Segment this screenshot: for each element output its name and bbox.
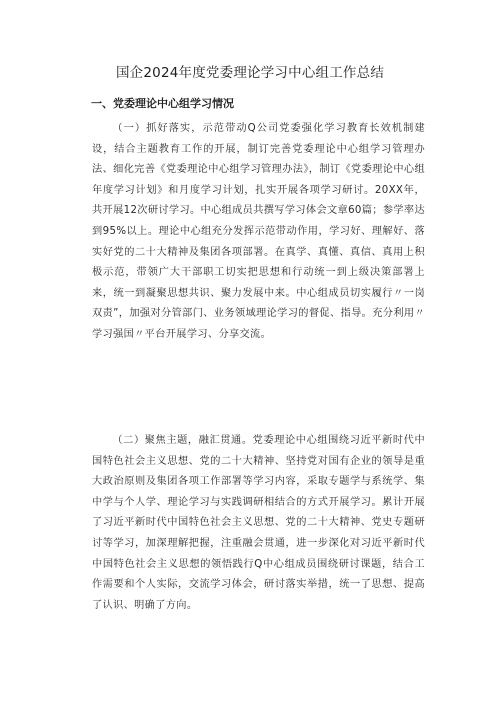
section-heading: 一、党委理论中心组学习情况 [91,97,234,110]
paragraph-2: （二）聚焦主题，融汇贯通。党委理论中心组围绕习近平新时代中国特色社会主义思想、党的二十大精神、坚持党对国有企业的领导是重大政治原则及集团各项工作部署等学习内容，采取专题学与系统学、集中学与个人学、理论学习与实践调研相结合的方式开展学习。累计开展了习近平新时代中国特色社会主义思想、党的二十大精神、党史专题研讨等学习，加深理解把握，注重融会贯通，进一步深化对习近平新时代中国特色社会主义思想的领悟践行Q中心组成员围绕研讨课题，结合工作需要和个人实际，交流学习体会，研讨落实举措，统一了思想、提高了认识、明确了方向。 [92,435,425,611]
document-title: 国企2024年度党委理论学习中心组工作总结 [115,65,385,81]
paragraph-1: （一）抓好落实，示范带动Q公司党委强化学习教育长效机制建设，结合主题教育工作的开展，制订完善党委理论中心组学习管理办法、细化完善《党委理论中心组学习管理办法》，制订《党委理论中心组年度学习计划》和月度学习计划，扎实开展各项学习研讨。20XX年，共开展12次研讨学习。中心组成员共撰写学习体会文章60篇；参学率达到95%以上。理论中心组充分发挥示范带动作用，学习好、理解好、落实好党的二十大精神及集团各项部署。在真学、真懂、真信、真用上积极示范，带领广大干部职工切实把思想和行动统一到上级决策部署上来，统一到凝聚思想共识、聚力发展中来。中心组成员切实履行〃一岗双责”，加强对分管部门、业务领域理论学习的督促、指导。充分利用〃学习强国〃平台开展学习、分享交流。 [92,123,425,340]
